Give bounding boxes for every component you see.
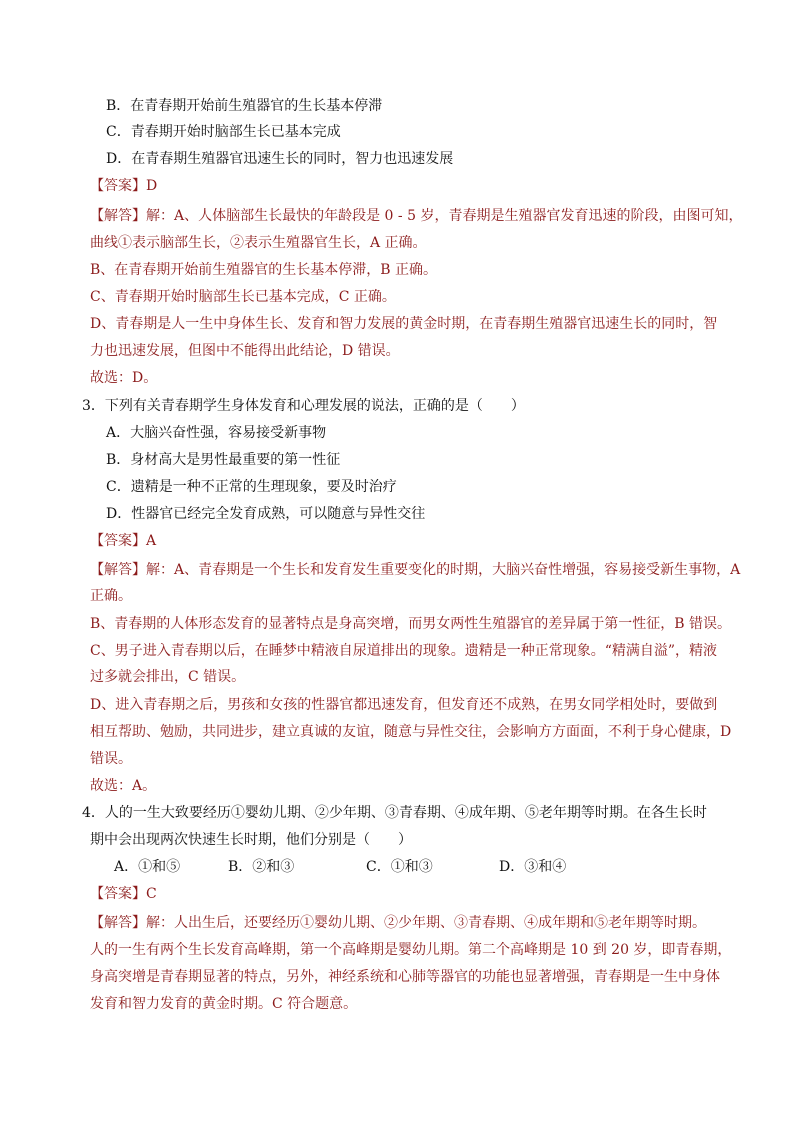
q2-analysis-line-5: D、青春期是人一生中身体生长、发育和智力发展的黄金时期，在青春期生殖器官迅速生长的同时，智 [90,316,718,332]
analysis-text: 解：A、青春期是一个生长和发育发生重要变化的时期，大脑兴奋性增强，容易接受新生事物，A [146,562,741,578]
q3-analysis-line-6: D、进入青春期之后，男孩和女孩的性器官都迅速发育，但发育还不成熟，在男女同学相处时，要做到 [90,697,718,713]
q3-option-b: B．身材高大是男性最重要的第一性征 [106,452,341,468]
q3-analysis-line-4: C、男子进入青春期以后，在睡梦中精液自尿道排出的现象。遗精是一种正常现象。“精满自溢”，精液 [90,643,718,659]
q4-stem-line-2: 期中会出现两次快速生长时期，他们分别是（ ） [90,832,412,848]
q3-option-c: C．遗精是一种不正常的生理现象，要及时治疗 [106,479,397,495]
analysis-tag: 【解答】 [90,562,146,578]
analysis-text: 解：A、人体脑部生长最快的年龄段是 0 - 5 岁，青春期是生殖器官发育迅速的阶段，由图可知， [146,208,743,224]
q3-option-a: A．大脑兴奋性强，容易接受新事物 [106,425,327,441]
q4-answer [90,884,157,904]
q2-analysis-line-6: 力也迅速发展，但图中不能得出此结论，D 错误。 [90,343,400,359]
q2-analysis-line-1 [90,206,742,226]
q4-analysis-line-2: 人的一生有两个生长发育高峰期，第一个高峰期是婴幼儿期。第二个高峰期是 10 到 20 岁，即青春期， [90,942,732,958]
analysis-text: 解：人出生后，还要经历①婴幼儿期、②少年期、③青春期、④成年期和⑤老年期等时期。 [146,915,706,931]
q3-answer [90,531,156,551]
q2-option-c: C．青春期开始时脑部生长已基本完成 [106,124,341,140]
answer-value: A [146,533,157,549]
analysis-tag: 【解答】 [90,915,146,931]
q3-stem: 3．下列有关青春期学生身体发育和心理发展的说法，正确的是（ ） [82,398,525,414]
answer-tag: 【答案】 [90,886,146,902]
q2-option-d: D．在青春期生殖器官迅速生长的同时，智力也迅速发展 [106,151,454,167]
q4-analysis-line-3: 身高突增是青春期显著的特点，另外，神经系统和心肺等器官的功能也显著增强，青春期是一生中身体 [90,969,720,985]
q4-stem-line-1: 4．人的一生大致要经历①婴幼儿期、②少年期、③青春期、④成年期、⑤老年期等时期。在各生长时 [82,805,707,821]
q4-option-c: C．①和③ [366,859,433,875]
q4-analysis-line-4: 发育和智力发育的黄金时期。C 符合题意。 [90,996,358,1012]
q3-analysis-line-9: 故选：A。 [90,778,157,794]
q3-analysis-line-1 [90,560,740,580]
q3-analysis-line-7: 相互帮助、勉励，共同进步，建立真诚的友谊，随意与异性交往，会影响方方面面，不利于身心健康，D [90,724,732,740]
q3-analysis-line-5: 过多就会排出，C 错误。 [90,669,246,685]
q4-analysis-line-1 [90,913,706,933]
q2-analysis-line-7: 故选：D。 [90,370,158,386]
q4-option-d: D．③和④ [499,859,567,875]
answer-tag: 【答案】 [90,178,146,194]
q2-option-b: B．在青春期开始前生殖器官的生长基本停滞 [106,98,383,114]
q3-option-d: D．性器官已经完全发育成熟，可以随意与异性交往 [106,506,426,522]
q2-answer [90,176,157,196]
q4-option-a: A．①和⑤ [114,859,181,875]
q2-analysis-line-2: 曲线①表示脑部生长，②表示生殖器官生长，A 正确。 [90,235,427,251]
q2-analysis-line-3: B、在青春期开始前生殖器官的生长基本停滞，B 正确。 [90,262,438,278]
answer-tag: 【答案】 [90,533,146,549]
q2-analysis-line-4: C、青春期开始时脑部生长已基本完成，C 正确。 [90,289,396,305]
answer-value: C [146,886,157,902]
analysis-tag: 【解答】 [90,208,146,224]
q3-analysis-line-2: 正确。 [90,588,132,604]
answer-value: D [146,178,158,194]
q3-analysis-line-8: 错误。 [90,751,132,767]
q4-option-b: B．②和③ [228,859,295,875]
q3-analysis-line-3: B、青春期的人体形态发育的显著特点是身高突增，而男女两性生殖器官的差异属于第一性征，B 错误。 [90,616,732,632]
